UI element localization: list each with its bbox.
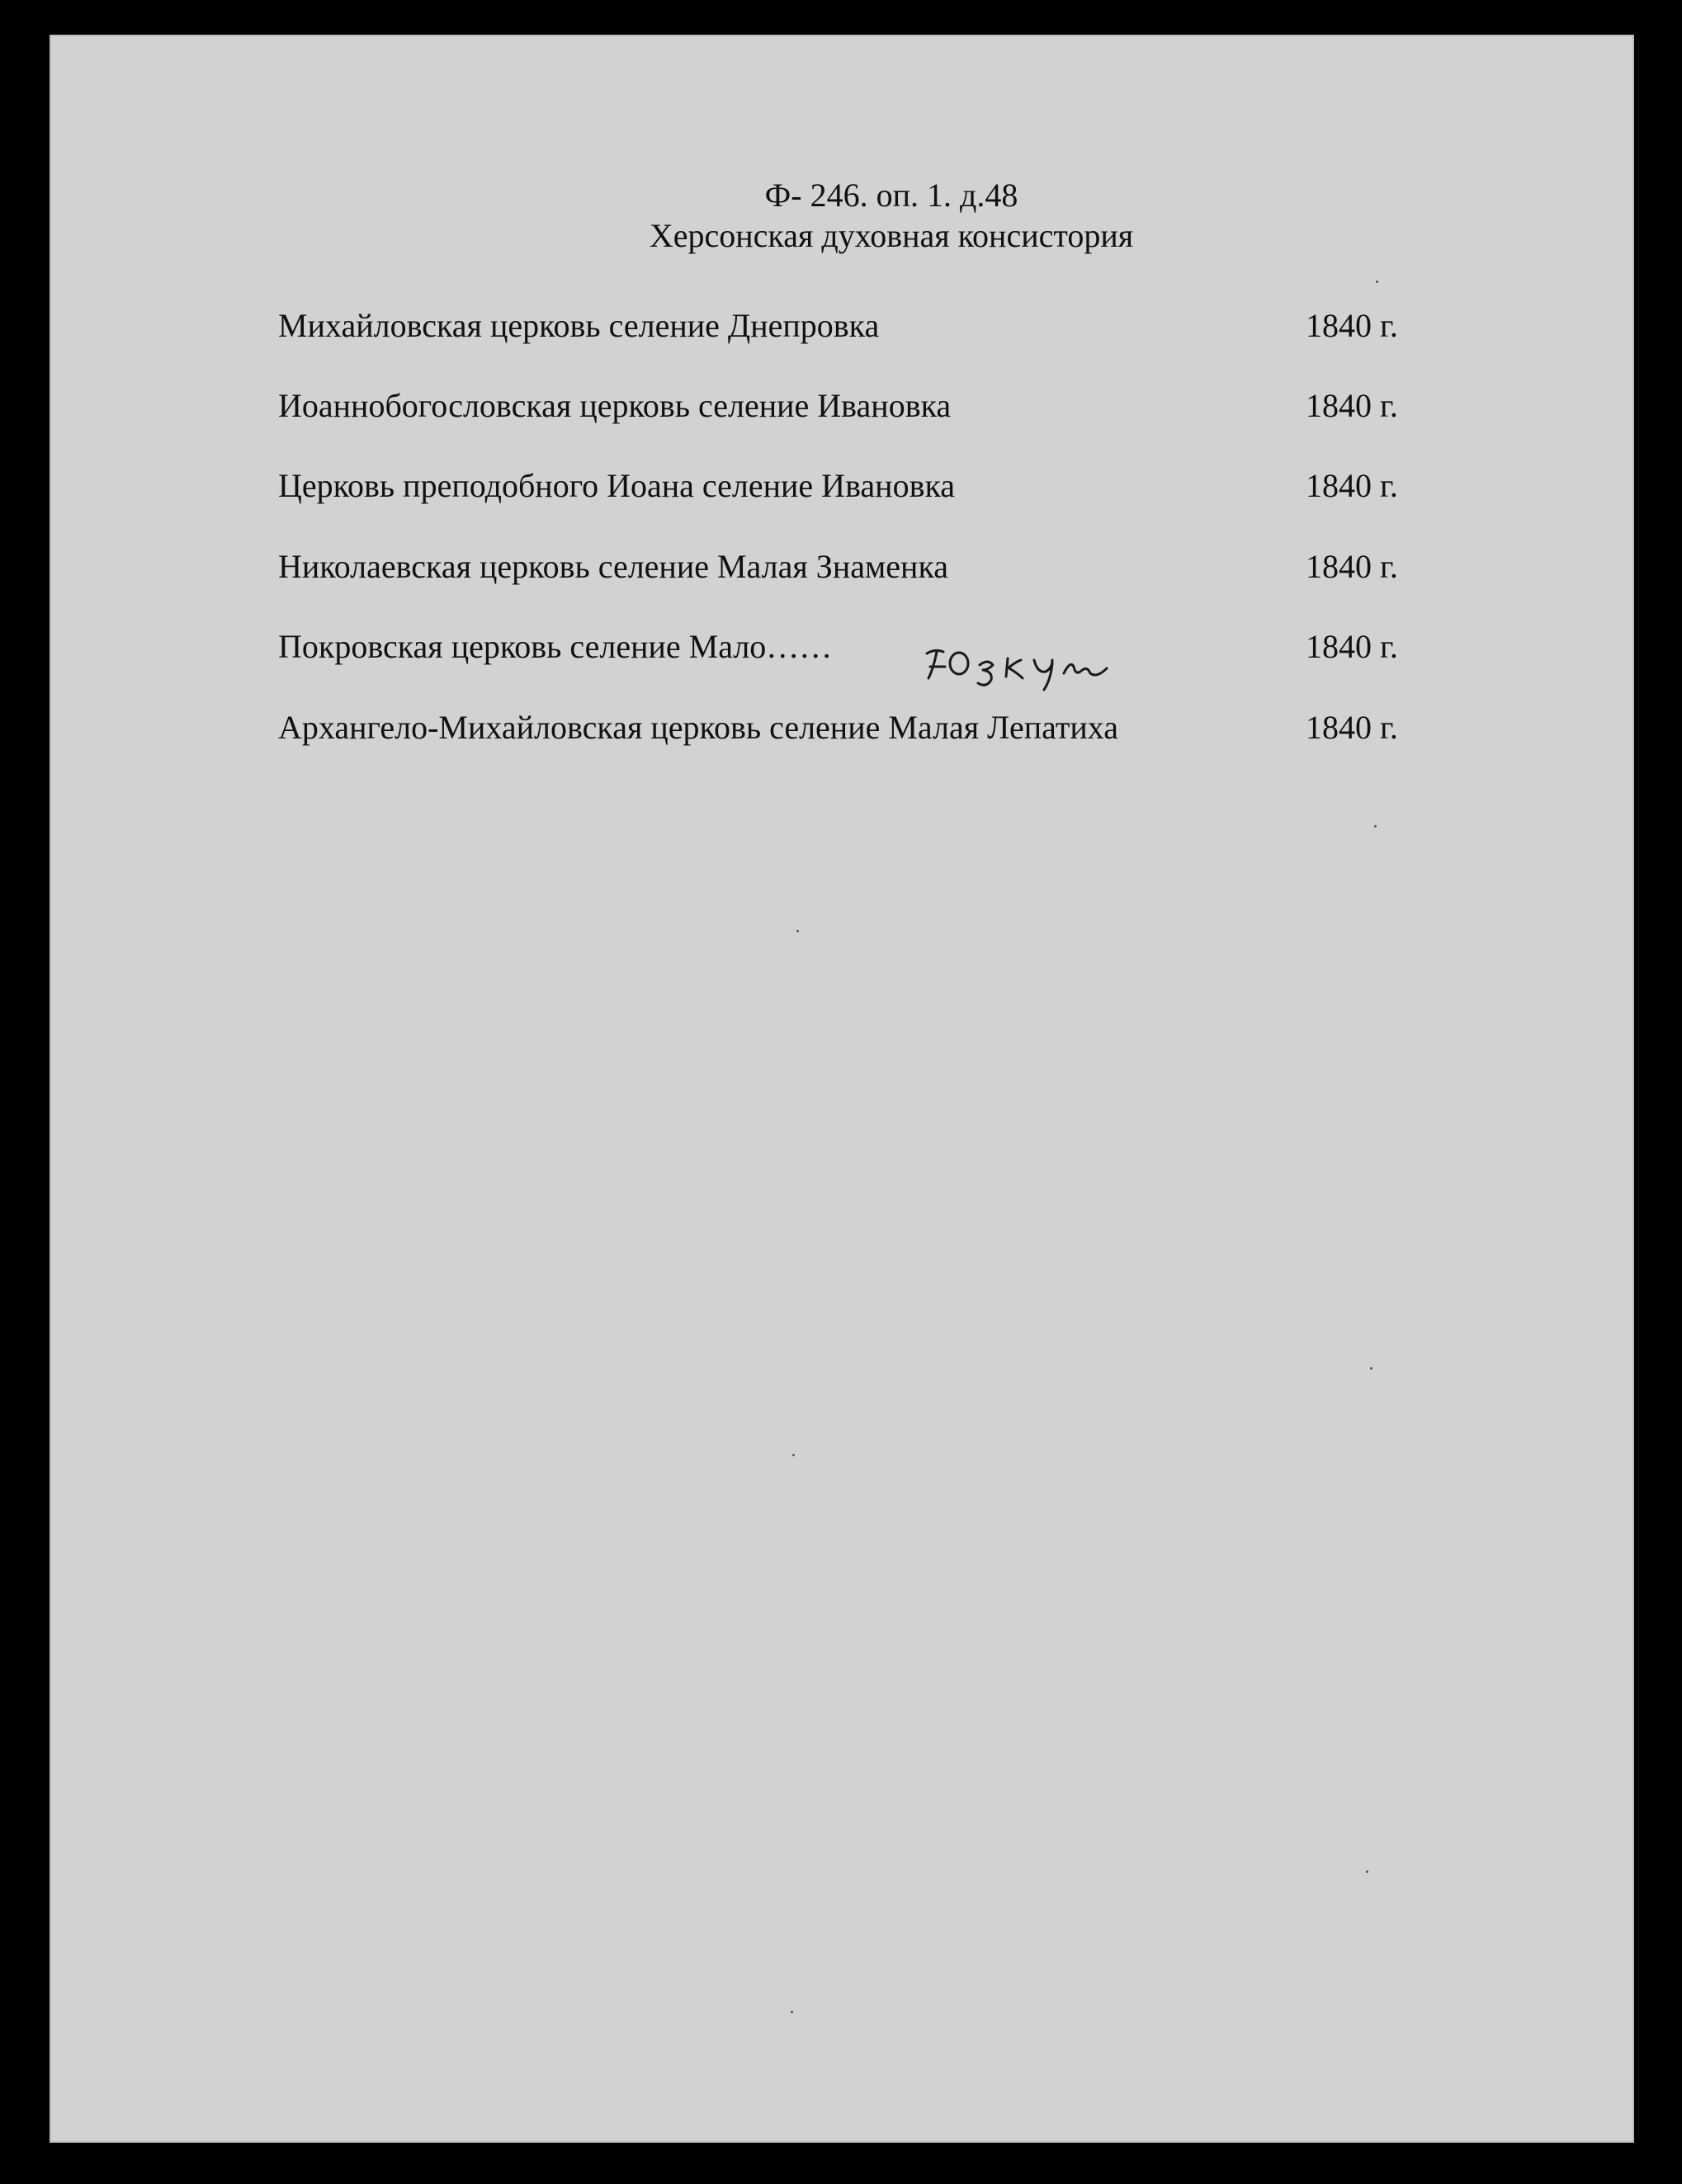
paper-speck: [796, 930, 799, 932]
paper-speck: [1370, 1367, 1373, 1370]
paper-speck: [1376, 281, 1378, 283]
entry-year: 1840 г.: [1306, 307, 1398, 344]
entry-year: 1840 г.: [1306, 387, 1398, 424]
document-page: [50, 35, 1634, 2143]
list-item: [278, 465, 1475, 507]
church-name: Архангело-Михайловская церковь селение Малая Лепатиха: [278, 709, 1118, 746]
archive-reference: Ф- 246. оп. 1. д.48: [764, 177, 1018, 214]
paper-speck: [1374, 825, 1377, 828]
church-name: Иоаннобогословская церковь селение Ивановка: [278, 387, 952, 424]
entry-year: 1840 г.: [1306, 548, 1398, 585]
list-item: [278, 707, 1475, 748]
handwritten-village-name: [922, 644, 1120, 693]
church-name: Покровская церковь селение Мало……: [278, 628, 833, 665]
list-item: [278, 626, 1475, 667]
institution-title: Херсонская духовная консистория: [649, 217, 1134, 254]
church-name: Николаевская церковь селение Малая Знаменка: [278, 548, 949, 585]
paper-speck: [791, 2011, 793, 2013]
church-name: Церковь преподобного Иоана селение Ивановка: [278, 467, 956, 504]
paper-speck: [792, 1454, 795, 1456]
entry-year: 1840 г.: [1306, 628, 1398, 665]
entry-year: 1840 г.: [1306, 709, 1398, 746]
church-name: Михайловская церковь селение Днепровка: [278, 307, 880, 344]
list-item: [278, 546, 1475, 587]
paper-speck: [1366, 1870, 1368, 1873]
list-item: [278, 305, 1475, 347]
entry-year: 1840 г.: [1306, 467, 1398, 504]
list-item: [278, 385, 1475, 427]
